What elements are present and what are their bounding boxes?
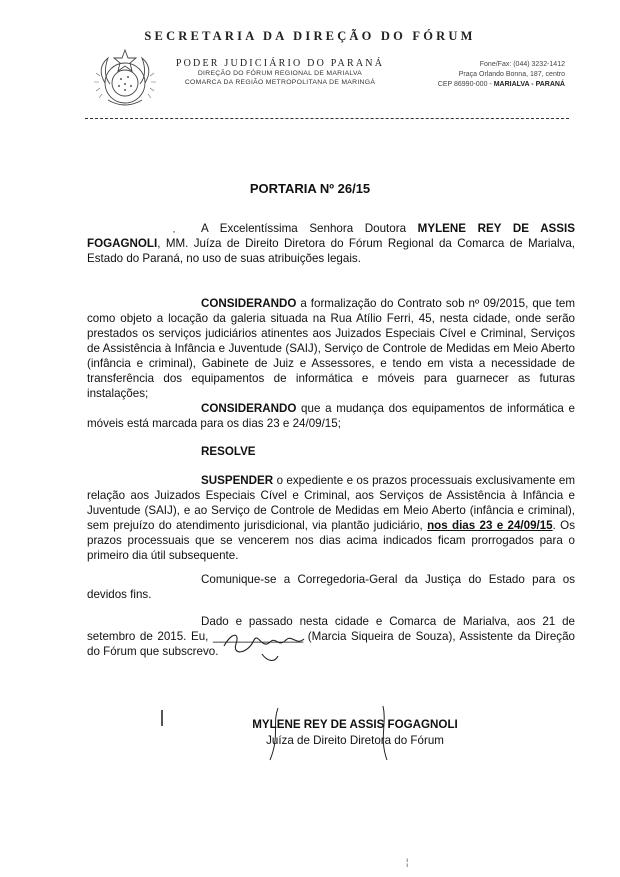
margin-dot: · [172,224,176,238]
considering-paragraph-1 [87,296,575,401]
postal-line [438,80,565,90]
considering-text-2: que a mudança dos equipamentos de informática e móveis está marcada para os dias 23 e 24/09/15; [87,402,575,430]
postal-code: CEP 86990-000 - [437,81,492,88]
coat-of-arms-icon [88,46,162,120]
considering-text-1: a formalização do Contrato sob nº 09/2015, que tem como objeto a locação da galeria situada na Rua Atílio Ferri, 45, nesta cidade, onde serão prestados os serviços judiciários atinentes aos Juizados Especiais Cível e Criminal, Serviços de Assistência à Infância e Juventude (SAIJ), Serviço de Controle de Medidas em Meio Aberto (infância e criminal), Gabinete de Juiz e Assessores, e tendo em vista a necessidade de transferência dos equipamentos de informática e móveis para guarnecer as futuras instalações; [87,297,575,400]
court-division: DIREÇÃO DO FÓRUM REGIONAL DE MARIALVA [197,70,363,77]
intro-paragraph [87,221,575,266]
signatory-role: Juíza de Direito Diretora do Fórum [266,734,444,747]
considering-keyword-2: CONSIDERANDO [201,402,297,415]
document-title: PORTARIA Nº 26/15 [249,181,371,196]
intro-rest: , MM. Juíza de Direito Diretora do Fórum Regional da Comarca de Marialva, Estado do Paraná, no uso de suas atribuições legais. [87,237,575,265]
suspend-tail: . Os prazos processuais que se vencerem nos dias acima indicados ficam prorrogados para o primeiro dia útil subsequente. [87,519,575,562]
street-address: Praça Orlando Bonna, 187, centro [458,71,565,78]
considering-keyword-1: CONSIDERANDO [201,297,297,310]
city-state: MARIALVA - PARANÁ [493,81,565,88]
court-name: PODER JUDICIÁRIO DO PARANÁ [175,58,385,69]
page-mark: ¦ [406,857,409,867]
closing-paragraph: Dado e passado nesta cidade e Comarca de Marialva, aos 21 de setembro de 2015. Eu, ______________ (Marcia Siqueira de Souza), Assistente da Direção do Fórum que subscrevo. [87,615,575,658]
court-identification [170,58,390,87]
considering-paragraph-2 [87,401,575,431]
assistant-signature-scribble [218,624,338,666]
office-heading: SECRETARIA DA DIREÇÃO DO FÓRUM [144,29,476,43]
signatory-name: MYLENE REY DE ASSIS FOGAGNOLI [252,718,458,731]
suspend-keyword: SUSPENDER [201,474,274,487]
resolve-keyword: RESOLVE [201,445,256,458]
header-divider [85,118,569,119]
judge-signature-stroke [375,704,395,762]
judge-name: MYLENE REY DE ASSIS FOGAGNOLI [87,222,575,250]
intro-lead: A Excelentíssima Senhora Doutora [201,222,418,235]
suspend-text: o expediente e os prazos processuais exclusivamente em relação aos Juizados Especiais Cível e Criminal, aos Serviços de Assistência à Infância e Juventude (SAIJ), e ao Serviço de Controle de Medidas em Meio Aberto (infância e criminal), sem prejuízo do atendimento jurisdicional, via plantão judiciário, [87,474,575,532]
phone-fax: Fone/Fax: (044) 3232-1412 [479,61,565,68]
suspend-dates: nos dias 23 e 24/09/15 [427,519,553,532]
resolve-heading [87,444,575,459]
communicate-paragraph: Comunique-se a Corregedoria-Geral da Justiça do Estado para os devidos fins. [87,573,575,601]
suspend-paragraph [87,473,575,563]
contact-info [438,60,565,90]
court-district: COMARCA DA REGIÃO METROPOLITANA DE MARINGÁ [184,79,376,86]
